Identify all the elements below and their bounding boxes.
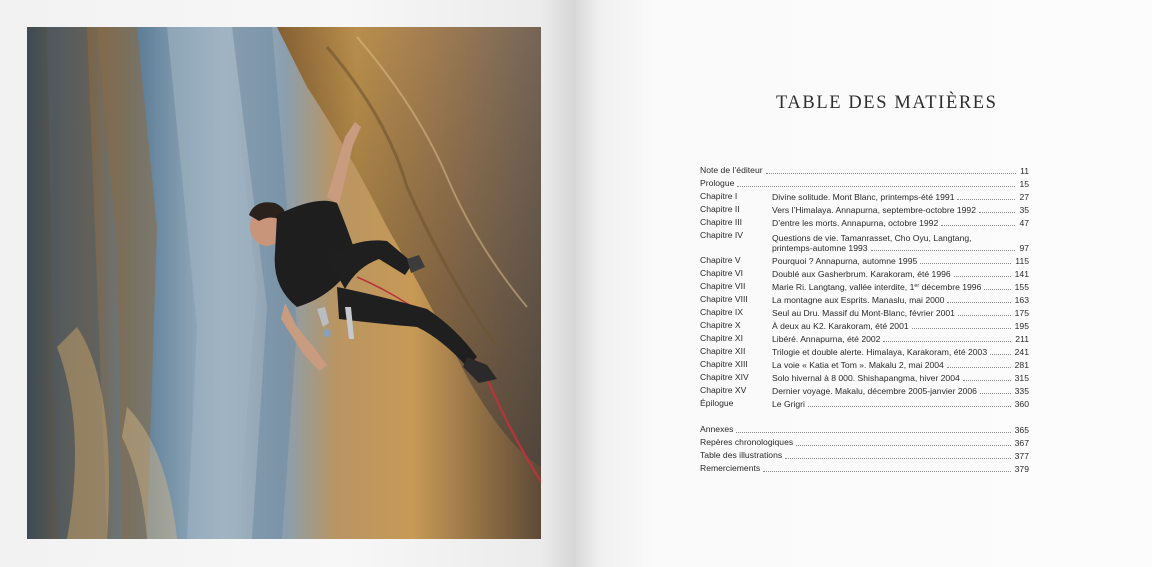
toc-entry-label: Repères chronologiques [700,437,794,447]
toc-row-chapter-1 [700,189,1029,202]
toc-chapter-label: Chapitre VIII [700,294,748,304]
toc-chapter-title [772,281,981,292]
toc-chapter-label: Chapitre IX [700,307,743,317]
toc-chapter-title-line1: Questions de vie. Tamanrasset, Cho Oyu, Langtang, [772,233,972,243]
dot-leader [990,353,1011,355]
toc-chapter-title: Vers l’Himalaya. Annapurna, septembre-octobre 1992 [772,205,976,215]
toc-chapter-label: Chapitre XV [700,385,747,395]
toc-page-number: 241 [1014,347,1029,357]
toc-page-number: 47 [1019,218,1029,228]
toc-row-chapter-12 [700,344,1029,357]
toc-entry-label: Table des illustrations [700,450,783,460]
dot-leader [912,327,1011,329]
toc-chapter-title-line2-row [772,243,1029,253]
toc-row-reperes [700,435,1029,448]
dot-leader [796,444,1010,446]
toc-page-number: 365 [1014,425,1029,435]
toc-chapter-title: La voie « Katia et Tom ». Makalu 2, mai 2004 [772,360,944,370]
toc-row-chapter-5 [700,253,1029,266]
toc-page-number: 155 [1014,282,1029,292]
dot-leader [920,262,1011,264]
toc-chapter-title: D’entre les morts. Annapurna, octobre 1992 [772,218,939,228]
toc-row-note-editeur [700,163,1029,176]
dot-leader [984,288,1010,290]
toc-chapter-title: Trilogie et double alerte. Himalaya, Karakoram, été 2003 [772,347,988,357]
dot-leader [737,185,1015,187]
toc-chapter-title: Dernier voyage. Makalu, décembre 2005-janvier 2006 [772,386,977,396]
toc-page-number: 195 [1014,321,1029,331]
toc-chapter-title-block [772,231,1029,253]
dot-leader [871,249,1016,251]
toc-page-number: 163 [1014,295,1029,305]
dot-leader [954,275,1011,277]
toc-chapter-title: Divine solitude. Mont Blanc, printemps-été 1991 [772,192,955,202]
toc-page-number: 35 [1019,205,1029,215]
toc-chapter-title: La montagne aux Esprits. Manaslu, mai 2000 [772,295,945,305]
dot-leader [808,405,1011,407]
toc-chapter-label: Chapitre XIV [700,372,749,382]
toc-chapter-title: À deux au K2. Karakoram, été 2001 [772,321,909,331]
toc-row-epilogue [700,396,1029,409]
toc-row-annexes [700,422,1029,435]
toc-page-number: 27 [1019,192,1029,202]
toc-row-chapter-4 [700,228,1029,253]
toc-chapter-title-post: décembre 1996 [919,282,982,292]
dot-leader [958,314,1011,316]
toc-row-illustrations [700,448,1029,461]
toc-page-number: 175 [1014,308,1029,318]
toc-chapter-title: Doublé aux Gasherbrum. Karakoram, été 1996 [772,269,951,279]
toc-page-number: 15 [1019,179,1029,189]
toc-row-chapter-10 [700,318,1029,331]
toc-row-chapter-2 [700,202,1029,215]
toc-chapter-label: Chapitre VII [700,281,746,291]
toc-row-chapter-9 [700,305,1029,318]
climber-photo [27,27,541,539]
toc-row-chapter-13 [700,357,1029,370]
dot-leader [883,340,1011,342]
toc-chapter-label: Épilogue [700,398,734,408]
toc-page-number: 360 [1014,399,1029,409]
toc-chapter-title-pre: Marie Ri. Langtang, vallée interdite, 1 [772,282,915,292]
toc-chapter-label: Chapitre II [700,204,740,214]
toc-chapter-title: Le Grigri [772,399,805,409]
toc-row-chapter-3 [700,215,1029,228]
toc-chapter-title: Libéré. Annapurna, été 2002 [772,334,881,344]
dot-leader [947,301,1010,303]
dot-leader [947,366,1011,368]
toc-row-chapter-6 [700,266,1029,279]
dot-leader [980,392,1011,394]
toc-page-number: 115 [1015,256,1029,266]
toc-entry-label: Remerciements [700,463,761,473]
toc-page-number: 377 [1014,451,1029,461]
table-of-contents [700,163,1029,474]
toc-row-remerciements [700,461,1029,474]
dot-leader [941,224,1015,226]
toc-chapter-title: Pourquoi ? Annapurna, automne 1995 [772,256,918,266]
toc-entry-label: Note de l’éditeur [700,165,763,175]
toc-chapter-title: Seul au Dru. Massif du Mont-Blanc, février 2001 [772,308,955,318]
toc-chapter-label: Chapitre V [700,255,741,265]
toc-page-number: 379 [1014,464,1029,474]
toc-heading: TABLE DES MATIÈRES [776,93,998,113]
toc-chapter-label: Chapitre VI [700,268,743,278]
toc-page-number: 141 [1014,269,1029,279]
dot-leader [736,431,1010,433]
toc-chapter-label: Chapitre XI [700,333,743,343]
toc-page-number: 315 [1014,373,1029,383]
toc-entry-label: Annexes [700,424,734,434]
dot-leader [785,457,1010,459]
toc-page-number: 335 [1014,386,1029,396]
dot-leader [957,198,1015,200]
toc-row-chapter-14 [700,370,1029,383]
dot-leader [963,379,1011,381]
toc-chapter-label: Chapitre I [700,191,738,201]
dot-leader [766,172,1016,174]
toc-entry-label: Prologue [700,178,735,188]
toc-chapter-label: Chapitre X [700,320,741,330]
toc-page-number: 97 [1019,243,1029,253]
dot-leader [979,211,1015,213]
toc-row-chapter-7 [700,279,1029,292]
toc-page-number: 211 [1015,334,1029,344]
toc-page-number: 11 [1020,166,1029,176]
toc-chapter-label: Chapitre IV [700,230,743,240]
toc-page-number: 367 [1014,438,1029,448]
toc-chapter-title-line2: printemps-automne 1993 [772,243,868,253]
toc-row-chapter-11 [700,331,1029,344]
dot-leader [763,470,1010,472]
toc-chapter-title: Solo hivernal à 8 000. Shishapangma, hiver 2004 [772,373,960,383]
toc-row-prologue [700,176,1029,189]
toc-page-number: 281 [1014,360,1029,370]
toc-chapter-label: Chapitre III [700,217,743,227]
toc-chapter-label: Chapitre XII [700,346,746,356]
toc-row-chapter-8 [700,292,1029,305]
toc-chapter-title-sup: er [914,283,920,289]
toc-chapter-label: Chapitre XIII [700,359,748,369]
toc-row-chapter-15 [700,383,1029,396]
